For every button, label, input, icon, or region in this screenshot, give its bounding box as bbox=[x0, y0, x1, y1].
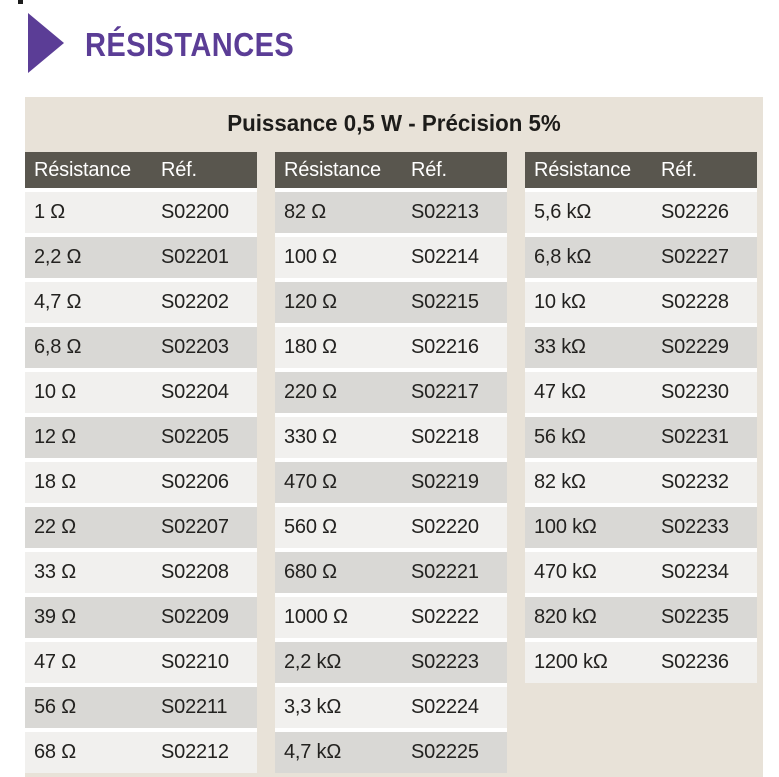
reference-code: S02228 bbox=[661, 291, 729, 313]
resistor-table-1 bbox=[25, 152, 257, 773]
reference-code: S02229 bbox=[661, 336, 729, 358]
resistance-value: 100 kΩ bbox=[534, 516, 597, 538]
reference-code: S02211 bbox=[161, 696, 228, 718]
table-row bbox=[525, 237, 757, 278]
reference-code: S02231 bbox=[661, 426, 729, 448]
resistor-catalog-panel bbox=[25, 97, 763, 777]
reference-code: S02215 bbox=[411, 291, 479, 313]
table-row bbox=[25, 732, 257, 773]
reference-code: S02205 bbox=[161, 426, 229, 448]
reference-code: S02213 bbox=[411, 201, 479, 223]
resistance-value: 4,7 kΩ bbox=[284, 741, 342, 763]
reference-code: S02216 bbox=[411, 336, 479, 358]
reference-code: S02220 bbox=[411, 516, 479, 538]
reference-code: S02212 bbox=[161, 741, 229, 763]
ref-column-header: Réf. bbox=[411, 158, 447, 181]
reference-code: S02209 bbox=[161, 606, 229, 628]
reference-code: S02234 bbox=[661, 561, 729, 583]
table-row bbox=[525, 462, 757, 503]
reference-code: S02233 bbox=[661, 516, 729, 538]
resistance-value: 68 Ω bbox=[34, 741, 76, 763]
reference-code: S02207 bbox=[161, 516, 229, 538]
table-row bbox=[25, 282, 257, 323]
reference-code: S02232 bbox=[661, 471, 729, 493]
table-row bbox=[25, 597, 257, 638]
tables-row bbox=[25, 152, 763, 773]
resistance-value: 56 kΩ bbox=[534, 426, 586, 448]
table-header bbox=[275, 152, 507, 188]
resistance-value: 1200 kΩ bbox=[534, 651, 608, 673]
reference-code: S02221 bbox=[411, 561, 479, 583]
resistance-value: 2,2 Ω bbox=[34, 246, 82, 268]
resistance-value: 10 kΩ bbox=[534, 291, 586, 313]
table-row bbox=[25, 372, 257, 413]
resistance-value: 6,8 kΩ bbox=[534, 246, 592, 268]
resistance-value: 56 Ω bbox=[34, 696, 76, 718]
table-row bbox=[275, 597, 507, 638]
table-row bbox=[25, 642, 257, 683]
resistance-value: 47 Ω bbox=[34, 651, 76, 673]
resistance-value: 470 kΩ bbox=[534, 561, 597, 583]
resistance-value: 4,7 Ω bbox=[34, 291, 82, 313]
arrow-right-icon bbox=[28, 13, 64, 73]
reference-code: S02230 bbox=[661, 381, 729, 403]
resistance-value: 560 Ω bbox=[284, 516, 337, 538]
resistance-value: 12 Ω bbox=[34, 426, 76, 448]
resistance-value: 47 kΩ bbox=[534, 381, 586, 403]
table-row bbox=[275, 507, 507, 548]
reference-code: S02210 bbox=[161, 651, 229, 673]
table-row bbox=[25, 462, 257, 503]
resistor-table-2 bbox=[275, 152, 507, 773]
resistance-value: 22 Ω bbox=[34, 516, 76, 538]
table-row bbox=[275, 462, 507, 503]
table-row bbox=[525, 597, 757, 638]
ref-column-header: Réf. bbox=[161, 158, 197, 181]
table-row bbox=[275, 372, 507, 413]
table-row bbox=[25, 552, 257, 593]
table-row bbox=[525, 417, 757, 458]
resistance-value: 680 Ω bbox=[284, 561, 337, 583]
table-row bbox=[525, 372, 757, 413]
resistance-value: 220 Ω bbox=[284, 381, 337, 403]
table-row bbox=[275, 732, 507, 773]
table-row bbox=[25, 192, 257, 233]
reference-code: S02224 bbox=[411, 696, 479, 718]
resistance-value: 82 kΩ bbox=[534, 471, 586, 493]
reference-code: S02226 bbox=[661, 201, 729, 223]
resistance-value: 5,6 kΩ bbox=[534, 201, 592, 223]
section-heading bbox=[0, 0, 779, 97]
table-header bbox=[525, 152, 757, 188]
resistance-value: 82 Ω bbox=[284, 201, 326, 223]
reference-code: S02227 bbox=[661, 246, 729, 268]
resistance-value: 2,2 kΩ bbox=[284, 651, 342, 673]
ref-column-header: Réf. bbox=[661, 158, 697, 181]
resistance-value: 10 Ω bbox=[34, 381, 76, 403]
reference-code: S02206 bbox=[161, 471, 229, 493]
resistance-value: 33 kΩ bbox=[534, 336, 586, 358]
page-title: RÉSISTANCES bbox=[85, 26, 295, 63]
reference-code: S02200 bbox=[161, 201, 229, 223]
table-row bbox=[525, 192, 757, 233]
table-row bbox=[275, 687, 507, 728]
resistance-value: 18 Ω bbox=[34, 471, 76, 493]
table-row bbox=[275, 417, 507, 458]
table-row bbox=[25, 687, 257, 728]
reference-code: S02235 bbox=[661, 606, 729, 628]
reference-code: S02214 bbox=[411, 246, 479, 268]
resistance-value: 820 kΩ bbox=[534, 606, 597, 628]
reference-code: S02217 bbox=[411, 381, 479, 403]
table-row bbox=[525, 282, 757, 323]
resistance-value: 1000 Ω bbox=[284, 606, 348, 628]
resistance-value: 6,8 Ω bbox=[34, 336, 82, 358]
table-header bbox=[25, 152, 257, 188]
resistance-value: 3,3 kΩ bbox=[284, 696, 342, 718]
table-row bbox=[25, 237, 257, 278]
panel-title: Puissance 0,5 W - Précision 5% bbox=[227, 110, 561, 136]
table-row bbox=[275, 327, 507, 368]
resistance-value: 1 Ω bbox=[34, 201, 66, 223]
table-row bbox=[275, 642, 507, 683]
reference-code: S02236 bbox=[661, 651, 729, 673]
reference-code: S02223 bbox=[411, 651, 479, 673]
table-row bbox=[525, 552, 757, 593]
table-row bbox=[25, 507, 257, 548]
resistance-value: 180 Ω bbox=[284, 336, 337, 358]
reference-code: S02203 bbox=[161, 336, 229, 358]
resistance-value: 33 Ω bbox=[34, 561, 76, 583]
resistance-value: 120 Ω bbox=[284, 291, 337, 313]
reference-code: S02222 bbox=[411, 606, 479, 628]
reference-code: S02204 bbox=[161, 381, 229, 403]
reference-code: S02218 bbox=[411, 426, 479, 448]
table-row bbox=[25, 417, 257, 458]
resistor-table-3 bbox=[525, 152, 757, 683]
reference-code: S02219 bbox=[411, 471, 479, 493]
table-row bbox=[275, 552, 507, 593]
reference-code: S02225 bbox=[411, 741, 479, 763]
resistance-value: 39 Ω bbox=[34, 606, 76, 628]
table-row bbox=[525, 642, 757, 683]
table-row bbox=[275, 192, 507, 233]
reference-code: S02201 bbox=[161, 246, 229, 268]
resistance-column-header: Résistance bbox=[34, 158, 131, 181]
table-row bbox=[275, 237, 507, 278]
table-row bbox=[25, 327, 257, 368]
resistance-value: 100 Ω bbox=[284, 246, 337, 268]
resistance-column-header: Résistance bbox=[284, 158, 381, 181]
table-row bbox=[525, 507, 757, 548]
reference-code: S02208 bbox=[161, 561, 229, 583]
table-row bbox=[275, 282, 507, 323]
table-row bbox=[525, 327, 757, 368]
resistance-value: 470 Ω bbox=[284, 471, 337, 493]
reference-code: S02202 bbox=[161, 291, 229, 313]
resistance-column-header: Résistance bbox=[534, 158, 631, 181]
resistance-value: 330 Ω bbox=[284, 426, 337, 448]
